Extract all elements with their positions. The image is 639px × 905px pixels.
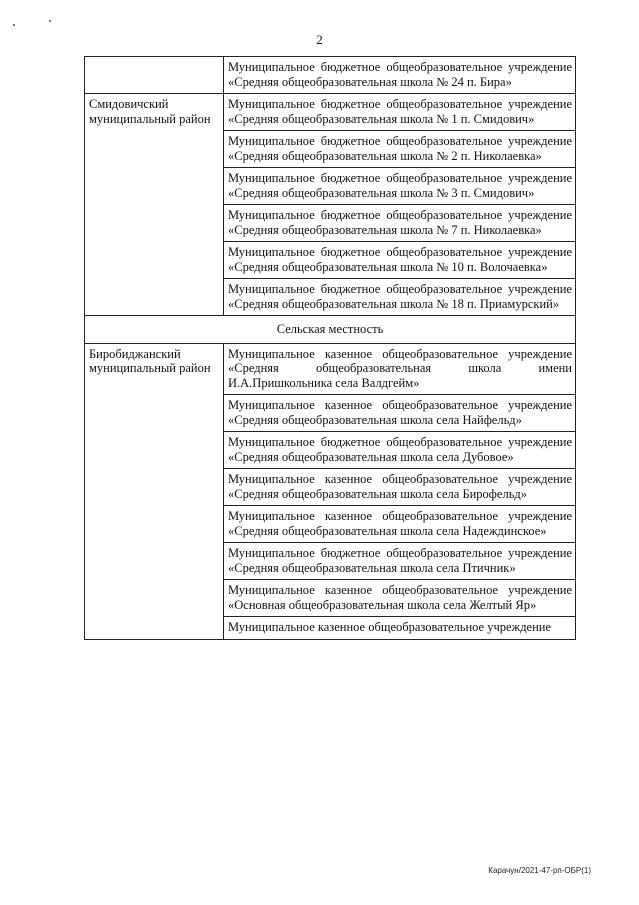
district-cell: Смидовичский муниципальный район (85, 94, 224, 316)
district-cell: Биробиджанский муниципальный район (85, 343, 224, 639)
document-code: Карачун/2021-47-рп-ОБР(1) (488, 866, 591, 875)
district-cell (85, 57, 224, 94)
school-cell: Муниципальное бюджетное общеобразовательное учреждение «Средняя общеобразовательная школа № 2 п. Николаевка» (224, 131, 576, 168)
school-cell: Муниципальное казенное общеобразовательное учреждение (224, 617, 576, 640)
school-cell: Муниципальное казенное общеобразовательное учреждение «Средняя общеобразовательная школа имени И.А.Пришкольника села Валдгейм» (224, 343, 576, 395)
school-cell: Муниципальное бюджетное общеобразовательное учреждение «Средняя общеобразовательная школа № 1 п. Смидович» (224, 94, 576, 131)
section-title: Сельская местность (85, 316, 576, 344)
scan-speck (49, 20, 51, 22)
school-cell: Муниципальное казенное общеобразовательное учреждение «Средняя общеобразовательная школа села Найфельд» (224, 395, 576, 432)
school-cell: Муниципальное бюджетное общеобразовательное учреждение «Средняя общеобразовательная школа № 10 п. Волочаевка» (224, 242, 576, 279)
school-cell: Муниципальное казенное общеобразовательное учреждение «Средняя общеобразовательная школа села Бирофельд» (224, 469, 576, 506)
scan-speck (13, 24, 15, 26)
school-cell: Муниципальное казенное общеобразовательное учреждение «Основная общеобразовательная школа села Желтый Яр» (224, 580, 576, 617)
school-cell: Муниципальное бюджетное общеобразовательное учреждение «Средняя общеобразовательная школа № 24 п. Бира» (224, 57, 576, 94)
table-row (85, 343, 576, 395)
school-cell: Муниципальное бюджетное общеобразовательное учреждение «Средняя общеобразовательная школа № 3 п. Смидович» (224, 168, 576, 205)
schools-table (84, 56, 576, 640)
school-cell: Муниципальное бюджетное общеобразовательное учреждение «Средняя общеобразовательная школа села Птичник» (224, 543, 576, 580)
page-number: 2 (316, 32, 323, 47)
school-cell: Муниципальное бюджетное общеобразовательное учреждение «Средняя общеобразовательная школа села Дубовое» (224, 432, 576, 469)
table-row (85, 57, 576, 94)
table-row (85, 94, 576, 131)
school-cell: Муниципальное бюджетное общеобразовательное учреждение «Средняя общеобразовательная школа № 7 п. Николаевка» (224, 205, 576, 242)
section-row (85, 316, 576, 344)
school-cell: Муниципальное казенное общеобразовательное учреждение «Средняя общеобразовательная школа села Надеждинское» (224, 506, 576, 543)
school-cell: Муниципальное бюджетное общеобразовательное учреждение «Средняя общеобразовательная школа № 18 п. Приамурский» (224, 279, 576, 316)
